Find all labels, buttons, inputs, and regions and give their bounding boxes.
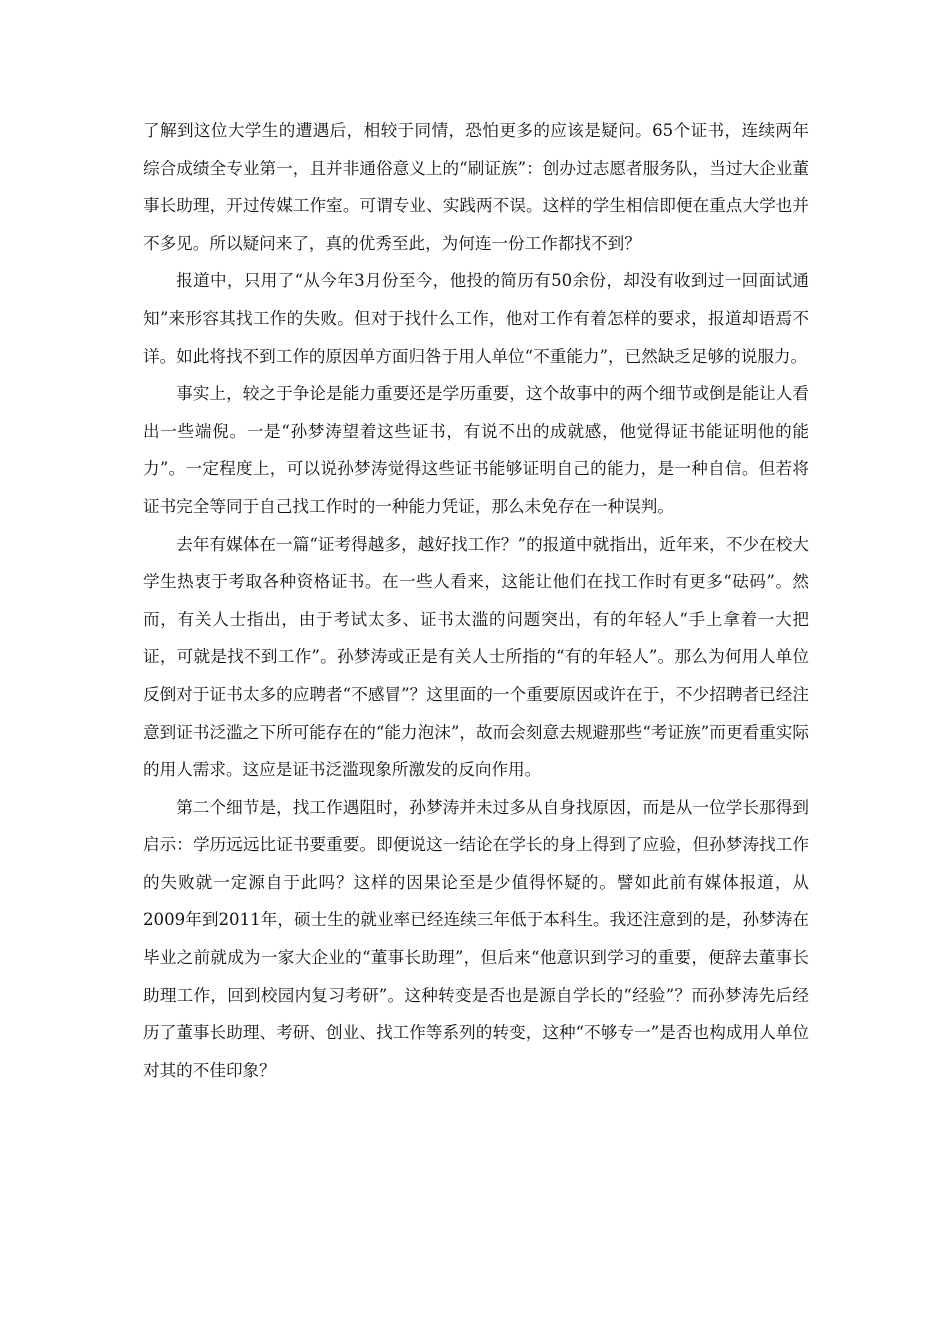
paragraph-5: 第二个细节是，找工作遇阻时，孙梦涛并未过多从自身找原因，而是从一位学长那得到启示：学历远远比证书要重要。即便说这一结论在学长的身上得到了应验，但孙梦涛找工作的失败就一定源自于此吗？这样的因果论至是少值得怀疑的。譬如此前有媒体报道，从2009年到2011年，硕士生的就业率已经连续三年低于本科生。我还注意到的是，孙梦涛在毕业之前就成为一家大企业的“董事长助理”，但后来“他意识到学习的重要，便辞去董事长助理工作，回到校园内复习考研”。这种转变是否也是源自学长的“经验”？而孙梦涛先后经历了董事长助理、考研、创业、找工作等系列的转变，这种“不够专一”是否也构成用人单位对其的不佳印象？	[143, 797, 809, 1080]
paragraph-1: 了解到这位大学生的遭遇后，相较于同情，恐怕更多的应该是疑问。65个证书，连续两年综合成绩全专业第一，且并非通俗意义上的“刷证族”：创办过志愿者服务队，当过大企业董事长助理，开过传媒工作室。可谓专业、实践两不误。这样的学生相信即便在重点大学也并不多见。所以疑问来了，真的优秀至此，为何连一份工作都找不到？	[143, 121, 809, 253]
article-body	[143, 112, 809, 1089]
paragraph-3: 事实上，较之于争论是能力重要还是学历重要，这个故事中的两个细节或倒是能让人看出一些端倪。一是“孙梦涛望着这些证书，有说不出的成就感，他觉得证书能证明他的能力”。一定程度上，可以说孙梦涛觉得这些证书能够证明自己的能力，是一种自信。但若将证书完全等同于自己找工作时的一种能力凭证，那么未免存在一种误判。	[143, 384, 809, 516]
paragraph-2: 报道中，只用了“从今年3月份至今，他投的简历有50余份，却没有收到过一回面试通知”来形容其找工作的失败。但对于找什么工作，他对工作有着怎样的要求，报道却语焉不详。如此将找不到工作的原因单方面归咎于用人单位“不重能力”，已然缺乏足够的说服力。	[143, 271, 809, 366]
paragraph-4: 去年有媒体在一篇“证考得越多，越好找工作？”的报道中就指出，近年来，不少在校大学生热衷于考取各种资格证书。在一些人看来，这能让他们在找工作时有更多“砝码”。然而，有关人士指出，由于考试太多、证书太滥的问题突出，有的年轻人“手上拿着一大把证，可就是找不到工作”。孙梦涛或正是有关人士所指的“有的年轻人”。那么为何用人单位反倒对于证书太多的应聘者“不感冒”？这里面的一个重要原因或许在于，不少招聘者已经注意到证书泛滥之下所可能存在的“能力泡沫”，故而会刻意去规避那些“考证族”而更看重实际的用人需求。这应是证书泛滥现象所激发的反向作用。	[143, 534, 809, 780]
